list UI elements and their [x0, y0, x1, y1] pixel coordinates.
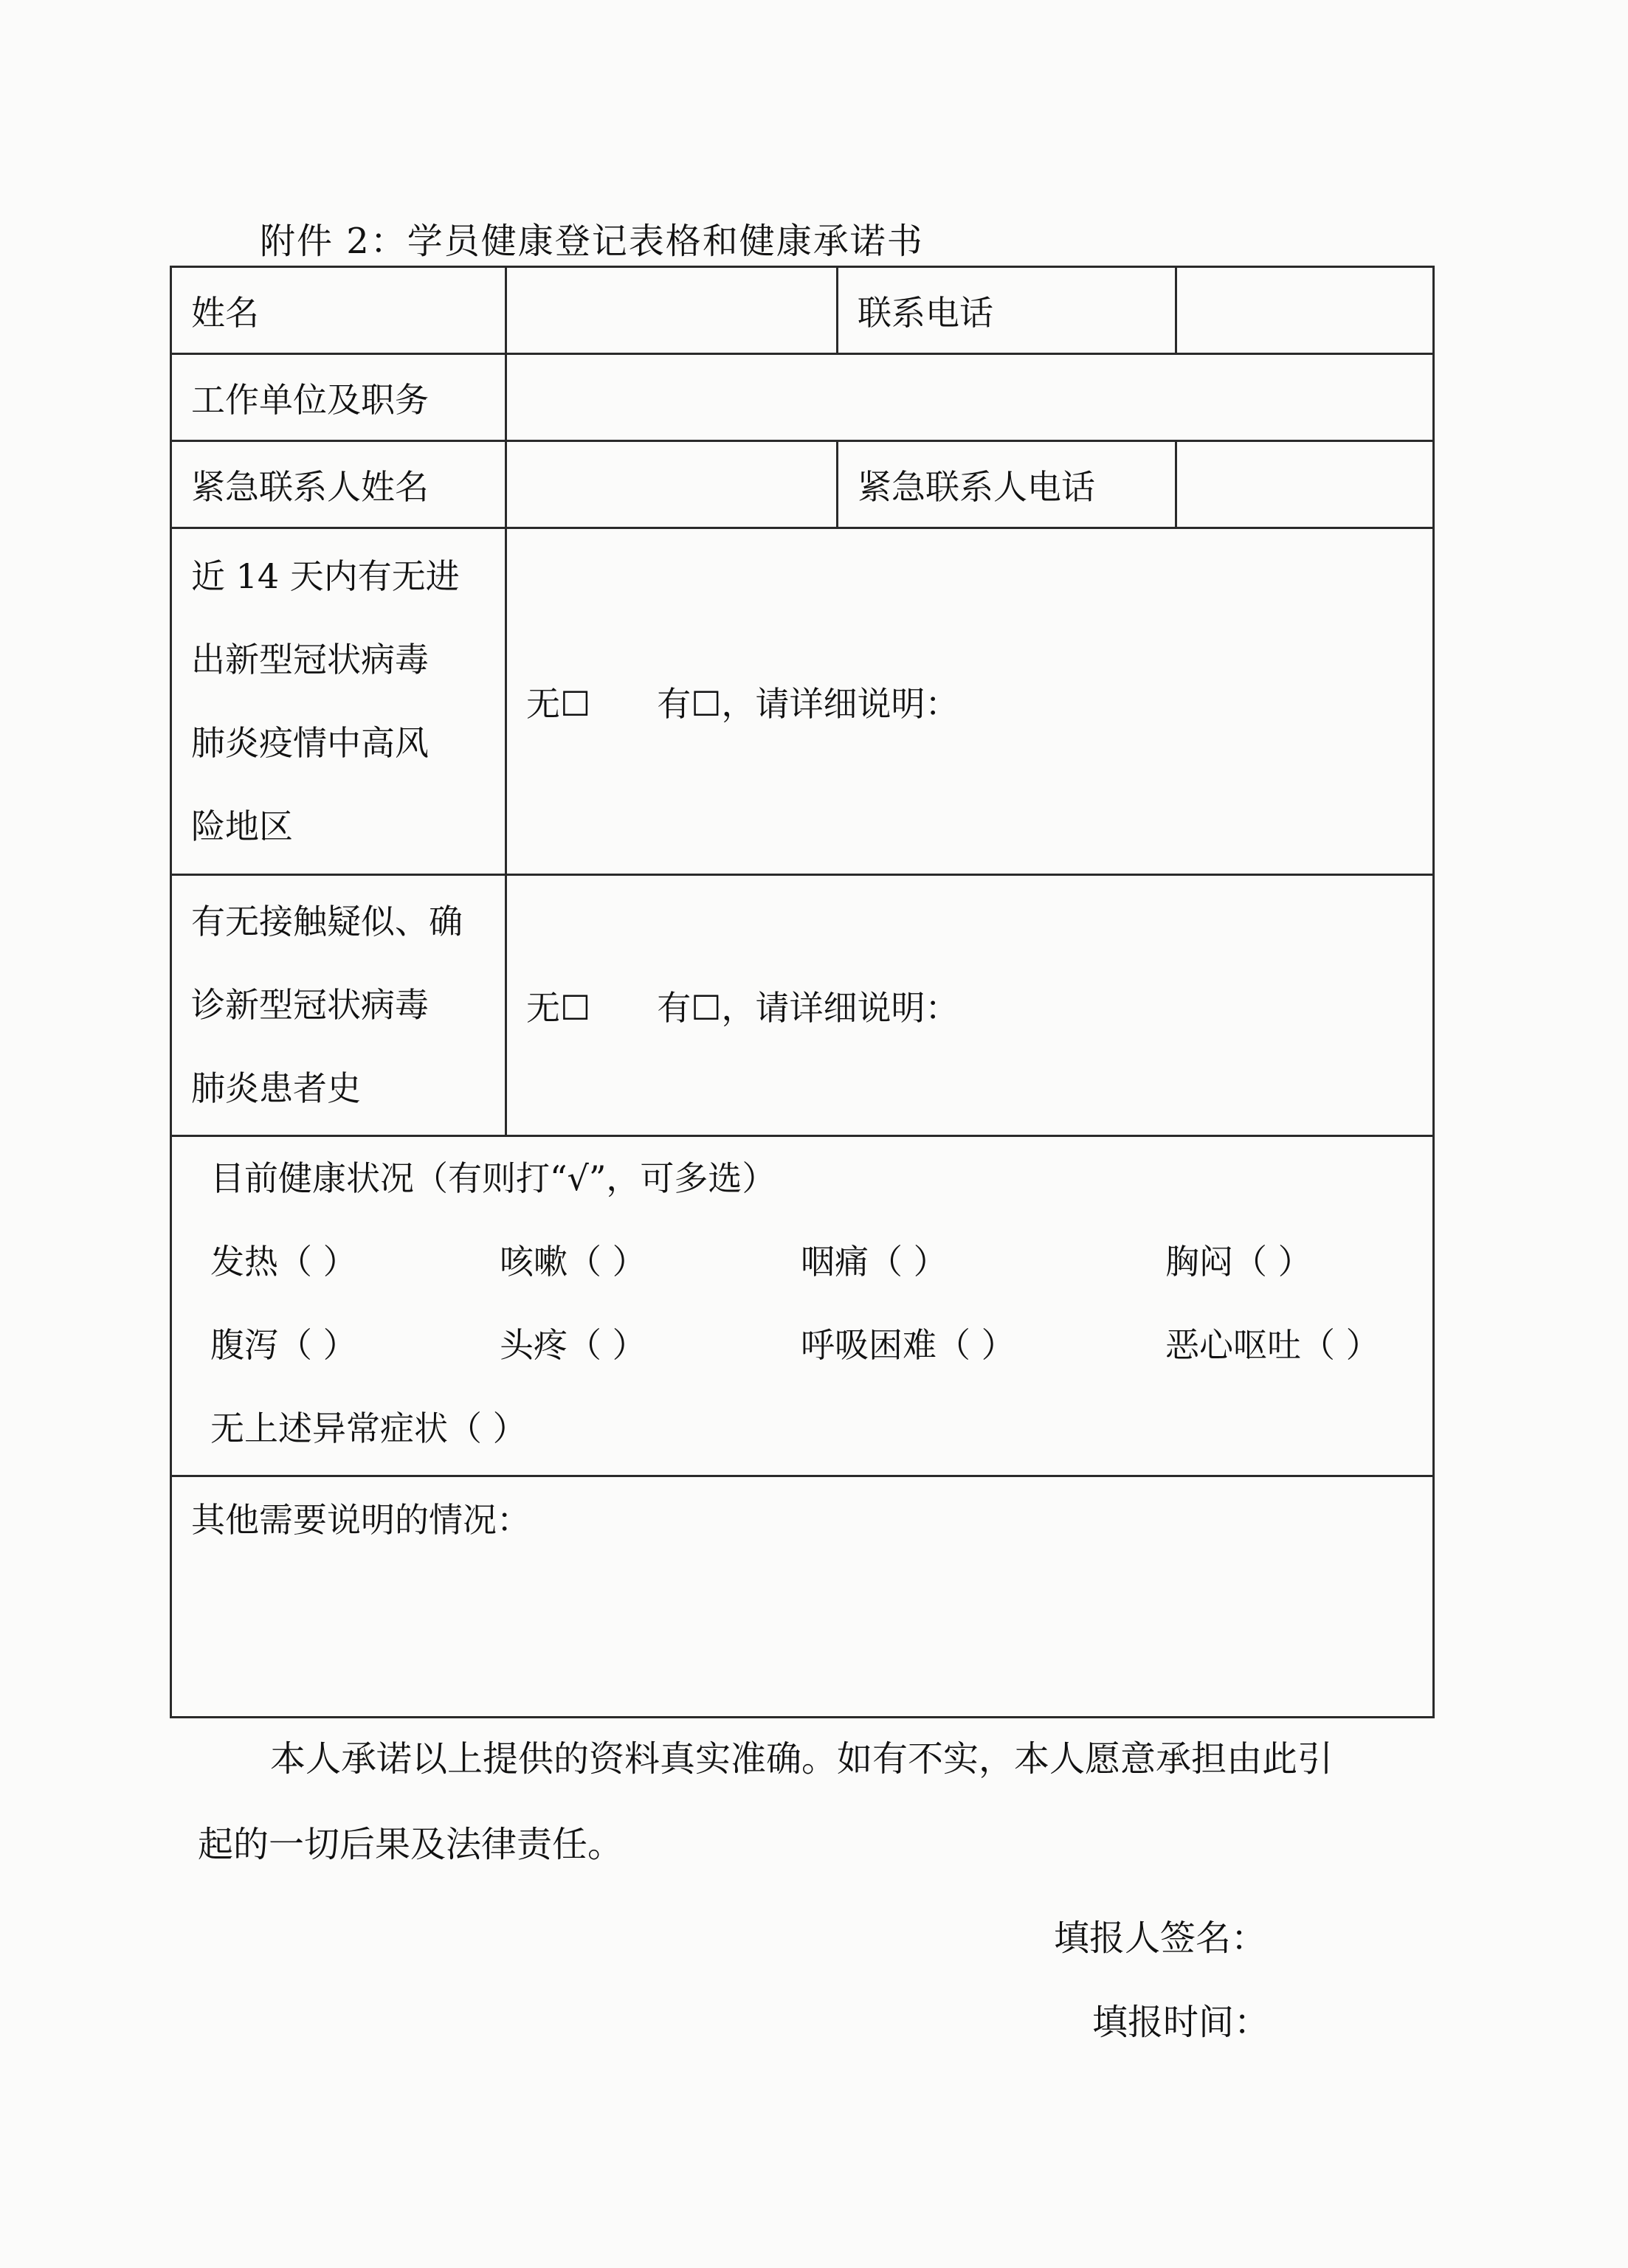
risk-area-label-line: 险地区: [191, 806, 293, 846]
symptom-breathing-difficulty-checkbox[interactable]: 呼吸困难（ ）: [801, 1325, 1015, 1365]
other-notes-label: 其他需要说明的情况：: [191, 1500, 531, 1540]
health-status-cell: [171, 1136, 1434, 1476]
symptom-cough-checkbox[interactable]: 咳嗽（ ）: [500, 1242, 646, 1282]
workplace-field[interactable]: [506, 354, 1434, 441]
contact-history-label: [171, 875, 506, 1136]
row-emergency-contact: [171, 441, 1434, 528]
workplace-label: 工作单位及职务: [171, 354, 506, 441]
health-registration-table: [170, 266, 1435, 1718]
emergency-name-label: 紧急联系人姓名: [171, 441, 506, 528]
symptom-chest-tightness-checkbox[interactable]: 胸闷（ ）: [1165, 1242, 1312, 1282]
risk-area-label-line: 肺炎疫情中高风: [191, 722, 429, 763]
name-field[interactable]: [506, 267, 838, 354]
contact-label-line: 有无接触疑似、确: [191, 902, 463, 941]
row-other-notes: [171, 1476, 1434, 1718]
date-label: 填报时间：: [1092, 2002, 1270, 2043]
contact-history-options: [506, 875, 1434, 1136]
symptom-sore-throat-checkbox[interactable]: 咽痛（ ）: [801, 1242, 948, 1282]
contact-label-line: 肺炎患者史: [191, 1068, 361, 1108]
contact-none-checkbox[interactable]: 无☐: [526, 987, 591, 1028]
symptom-none-checkbox[interactable]: 无上述异常症状（ ）: [210, 1408, 527, 1448]
row-name-phone: [171, 267, 1434, 354]
row-contact-history: [171, 875, 1434, 1136]
symptom-fever-checkbox[interactable]: 发热（ ）: [210, 1242, 357, 1282]
emergency-name-field[interactable]: [506, 441, 838, 528]
health-status-title: 目前健康状况（有则打“√”，可多选）: [210, 1158, 776, 1198]
row-workplace: [171, 354, 1434, 441]
row-risk-area: [171, 528, 1434, 875]
risk-area-yes-checkbox[interactable]: 有☐，请详细说明：: [657, 683, 959, 724]
phone-field[interactable]: [1176, 267, 1434, 354]
pledge-line: 本人承诺以上提供的资料真实准确。如有不实，本人愿意承担由此引: [270, 1738, 1334, 1780]
name-label: 姓名: [171, 267, 506, 354]
contact-label-line: 诊新型冠状病毒: [191, 985, 429, 1025]
emergency-phone-label: 紧急联系人电话: [838, 441, 1176, 528]
risk-area-label-line: 出新型冠状病毒: [191, 639, 429, 680]
emergency-phone-field[interactable]: [1176, 441, 1434, 528]
symptom-headache-checkbox[interactable]: 头疼（ ）: [500, 1325, 646, 1365]
pledge-statement: [198, 1716, 1438, 1887]
row-health-status: [171, 1136, 1434, 1476]
symptom-diarrhea-checkbox[interactable]: 腹泻（ ）: [210, 1325, 357, 1365]
risk-area-label-line: 近 14 天内有无进: [191, 556, 460, 596]
symptom-nausea-vomiting-checkbox[interactable]: 恶心呕吐（ ）: [1165, 1325, 1380, 1365]
risk-area-none-checkbox[interactable]: 无☐: [526, 683, 591, 724]
signature-label: 填报人签名：: [1054, 1918, 1267, 1959]
other-notes-cell[interactable]: [171, 1476, 1434, 1718]
risk-area-label: [171, 528, 506, 875]
phone-label: 联系电话: [838, 267, 1176, 354]
risk-area-options: [506, 528, 1434, 875]
pledge-line: 起的一切后果及法律责任。: [198, 1824, 624, 1865]
contact-yes-checkbox[interactable]: 有☐，请详细说明：: [657, 987, 959, 1028]
document-heading: 附件 2：学员健康登记表格和健康承诺书: [260, 221, 924, 262]
